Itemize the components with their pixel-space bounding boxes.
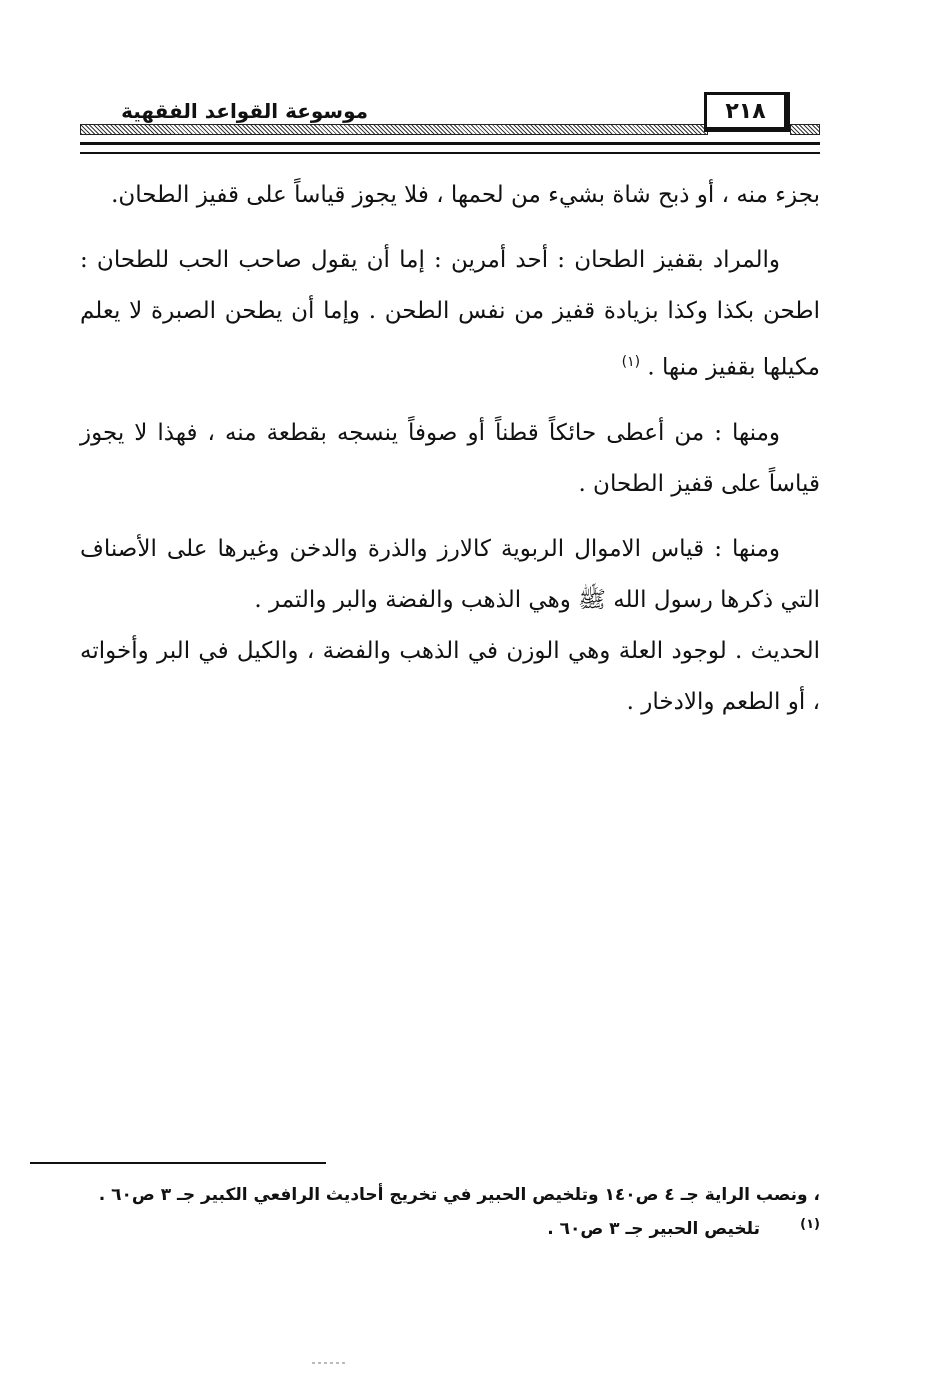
paragraph: الحديث . لوجود العلة وهي الوزن في الذهب والفضة ، والكيل في البر وأخواته ، أو الطعم والادخار . bbox=[80, 637, 820, 715]
page-header bbox=[0, 0, 929, 160]
footnotes bbox=[80, 1178, 820, 1246]
footnote-reference: (١) bbox=[621, 354, 641, 370]
header-rule-thick bbox=[80, 142, 820, 145]
footnote-number: (١) bbox=[800, 1217, 820, 1232]
running-title: موسوعة القواعد الفقهية bbox=[82, 99, 368, 123]
footnote-separator bbox=[30, 1162, 326, 1164]
paragraph: ومنها : قياس الاموال الربوية كالارز والذرة والدخن وغيرها على الأصناف التي ذكرها رسول الله ﷺ وهي الذهب والفضة والبر والتمر . bbox=[80, 535, 820, 613]
scan-mark bbox=[312, 1362, 348, 1364]
header-hatch-bar-end bbox=[790, 124, 820, 135]
paragraph: ومنها : من أعطى حائكاً قطناً أو صوفاً ينسجه بقطعة منه ، فهذا لا يجوز قياساً على قفيز الطحان . bbox=[80, 419, 820, 497]
footnote-1 bbox=[80, 1212, 820, 1246]
paragraph-text: والمراد بقفيز الطحان : أحد أمرين : إما أن يقول صاحب الحب للطحان : اطحن بكذا وكذا بزيادة قفيز من نفس الطحن . وإما أن يطحن الصبرة لا يعلم مكيلها بقفيز منها . bbox=[80, 247, 820, 381]
paragraph bbox=[80, 235, 820, 394]
page-number: ٢١٨ bbox=[704, 92, 790, 132]
footnote-continuation: ، ونصب الراية جـ ٤ ص١٤٠ وتلخيص الحبير في تخريج أحاديث الرافعي الكبير جـ ٣ ص٦٠ . bbox=[98, 1185, 820, 1205]
header-hatch-bar bbox=[80, 124, 708, 135]
footnote-text: تلخيص الحبير جـ ٣ ص٦٠ . bbox=[547, 1219, 760, 1239]
body-text bbox=[80, 170, 820, 742]
paragraph: بجزء منه ، أو ذبح شاة بشيء من لحمها ، فلا يجوز قياساً على قفيز الطحان. bbox=[111, 182, 820, 208]
header-rule-thin bbox=[80, 152, 820, 154]
